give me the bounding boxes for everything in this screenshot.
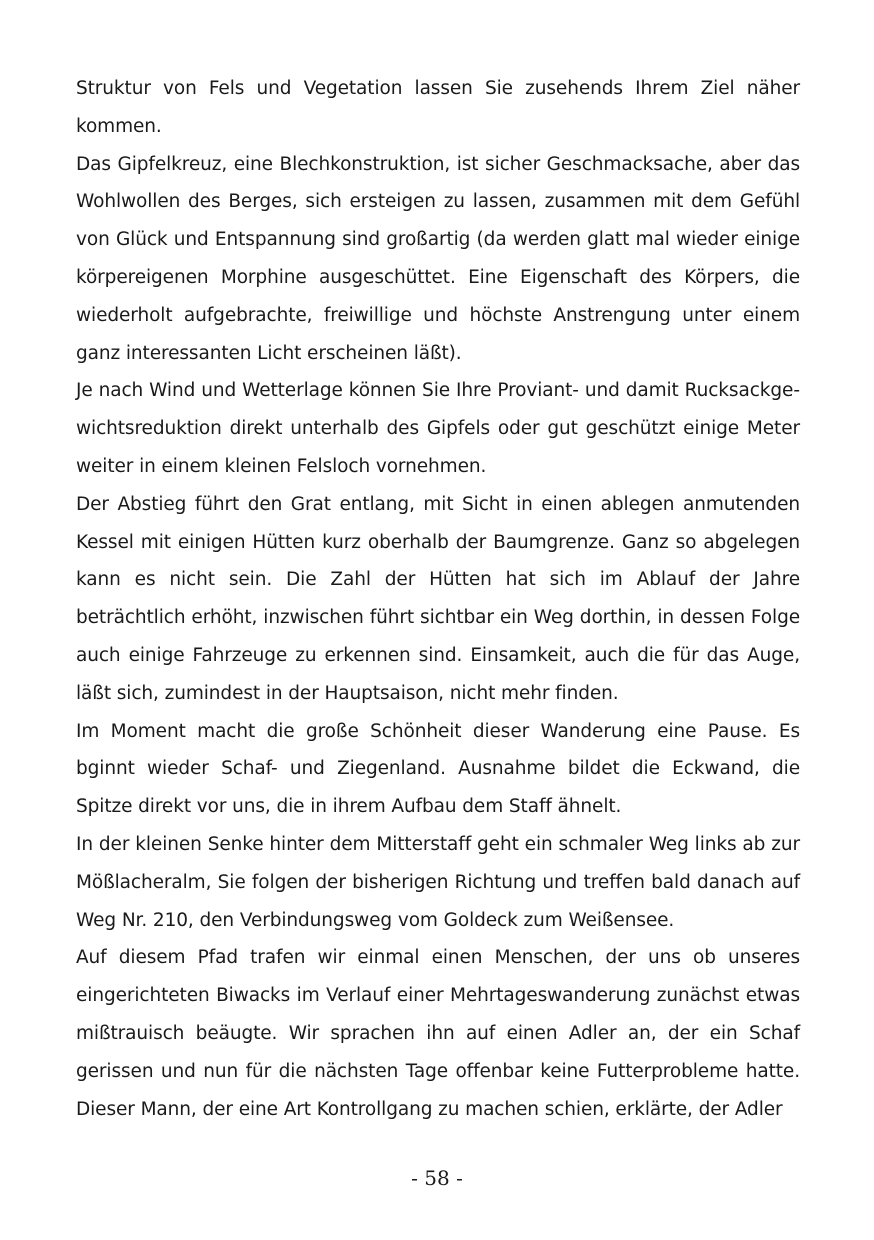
- paragraph: Im Moment macht die große Schönheit dieser Wanderung eine Pause. Es bginnt wieder Schaf- und Ziegenland. Ausnahme bildet die Eckwand, die Spitze direkt vor uns, die in ihrem Aufbau dem Staff ähnelt.: [76, 720, 800, 818]
- paragraph: Der Abstieg führt den Grat entlang, mit Sicht in einen ablegen anmutenden Kessel mit einigen Hütten kurz oberhalb der Baumgrenze. Ganz so abgelegen kann es nicht sein. Die Zahl der Hütten hat sich im Ablauf der Jahre beträchtlich erhöht, inzwischen führt sichtbar ein Weg dorthin, in dessen Folge auch einige Fahrzeuge zu erkennen sind. Einsamkeit, auch die für das Auge, läßt sich, zumindest in der Hauptsaison, nicht mehr finden.: [76, 493, 800, 704]
- paragraph: Struktur von Fels und Vegetation lassen Sie zusehends Ihrem Ziel näher kommen.: [76, 78, 800, 137]
- paragraph: Auf diesem Pfad trafen wir einmal einen Menschen, der uns ob unseres eingerichteten Biwacks im Verlauf einer Mehrtageswanderung zunächst etwas mißtrauisch beäugte. Wir sprachen ihn auf einen Adler an, der ein Schaf gerissen und nun für die nächsten Tage offenbar keine Futterprobleme hatte. Dieser Mann, der eine Art Kontrollgang zu machen schien, erklärte, der Adler: [76, 947, 800, 1120]
- paragraph: Je nach Wind und Wetterlage können Sie Ihre Proviant- und damit Rucksackgewichtsreduktion direkt unterhalb des Gipfels oder gut geschützt einige Meter weiter in einem kleinen Felsloch vornehmen.: [76, 380, 800, 477]
- paragraph: In der kleinen Senke hinter dem Mitterstaff geht ein schmaler Weg links ab zur Mößlacheralm, Sie folgen der bisherigen Richtung und treffen bald danach auf Weg Nr. 210, den Verbindungsweg vom Goldeck zum Weißensee.: [76, 833, 800, 931]
- paragraph: Das Gipfelkreuz, eine Blechkonstruktion, ist sicher Geschmacksache, aber das Wohlwollen des Berges, sich ersteigen zu lassen, zusammen mit dem Gefühl von Glück und Entspannung sind großartig (da werden glatt mal wieder einige körpereigenen Morphine ausgeschüttet. Eine Eigenschaft des Körpers, die wiederholt aufgebrachte, freiwillige und höchste Anstrengung unter einem ganz interessanten Licht erscheinen läßt).: [76, 153, 800, 364]
- body-text: [76, 70, 800, 1128]
- page-number: - 58 -: [411, 1166, 463, 1190]
